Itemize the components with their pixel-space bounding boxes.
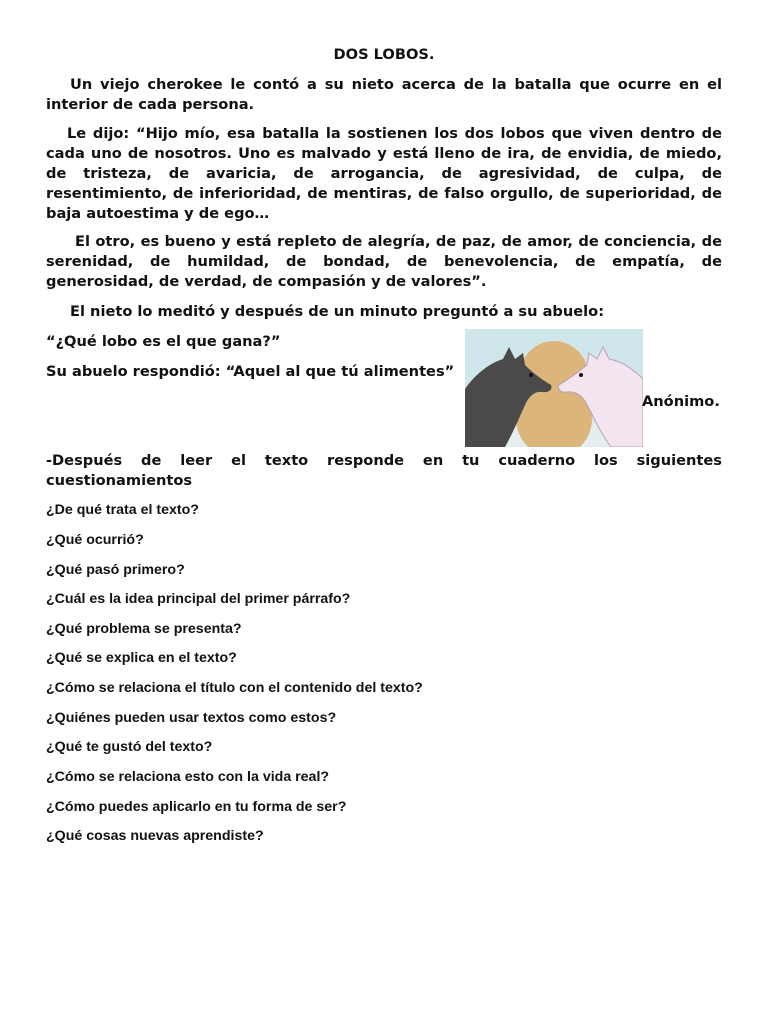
two-wolves-illustration — [465, 329, 643, 447]
paragraph-bad-wolf: Le dijo: “Hijo mío, esa batalla la sostienen los dos lobos que viven dentro de cada uno de nosotros. Uno es malvado y está lleno de ira, de envidia, de miedo, de tristeza, de avaricia, de arrogancia, de agresividad, de culpa, de resentimiento, de inferioridad, de mentiras, de falso orgullo, de superioridad, de baja autoestima y de ego… — [46, 125, 722, 222]
question-item: ¿Quiénes pueden usar textos como estos? — [46, 710, 337, 726]
paragraph-intro: Un viejo cherokee le contó a su nieto acerca de la batalla que ocurre en el interior de cada persona. — [46, 76, 722, 113]
question-item: ¿Qué te gustó del texto? — [46, 739, 213, 755]
question-item: ¿Qué se explica en el texto? — [46, 650, 237, 666]
instructions: -Después de leer el texto responde en tu cuaderno los siguientes cuestionamientos — [46, 452, 722, 489]
question-item: ¿Qué cosas nuevas aprendiste? — [46, 828, 264, 844]
document-title: DOS LOBOS. — [333, 46, 435, 63]
grandson-question: “¿Qué lobo es el que gana?” — [46, 333, 281, 350]
question-item: ¿Cómo se relaciona esto con la vida real? — [46, 769, 330, 785]
question-item: ¿Cómo se relaciona el título con el contenido del texto? — [46, 680, 423, 696]
question-item: ¿Qué problema se presenta? — [46, 621, 242, 637]
author-signature: Anónimo. — [642, 393, 720, 410]
question-item: ¿Qué ocurrió? — [46, 532, 144, 548]
question-item: ¿Qué pasó primero? — [46, 562, 185, 578]
grandson-line: El nieto lo meditó y después de un minuto preguntó a su abuelo: — [70, 303, 605, 320]
question-item: ¿De qué trata el texto? — [46, 502, 199, 518]
paragraph-good-wolf: El otro, es bueno y está repleto de alegría, de paz, de amor, de conciencia, de serenidad, de humildad, de bondad, de benevolencia, de empatía, de generosidad, de verdad, de compasión y de valores”. — [46, 233, 722, 290]
question-item: ¿Cuál es la idea principal del primer párrafo? — [46, 591, 351, 607]
question-item: ¿Cómo puedes aplicarlo en tu forma de ser? — [46, 799, 347, 815]
grandfather-answer: Su abuelo respondió: “Aquel al que tú alimentes” — [46, 363, 455, 380]
